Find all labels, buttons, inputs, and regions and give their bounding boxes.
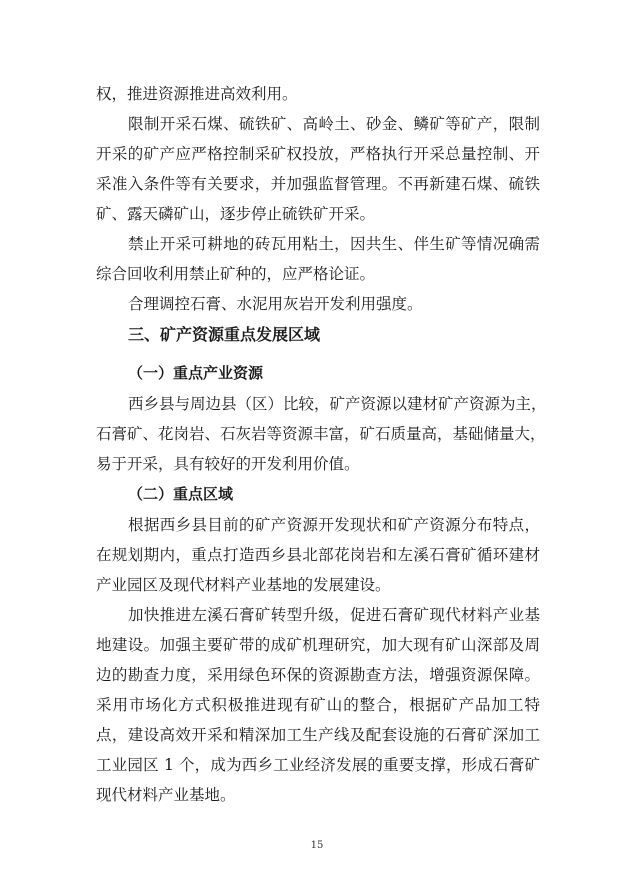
section-heading: 三、矿产资源重点发展区域 xyxy=(128,325,321,344)
page-number: 15 xyxy=(310,840,324,851)
paragraph-line: 采用市场化方式积极推进现有矿山的整合，根据矿产品加工特 xyxy=(96,696,540,714)
paragraph-line: 产业园区及现代材料产业基地的发展建设。 xyxy=(96,576,391,594)
paragraph-line: 加快推进左溪石膏矿转型升级，促进石膏矿现代材料产业基 xyxy=(128,606,540,624)
paragraph-line: 合理调控石膏、水泥用灰岩开发利用强度。 xyxy=(128,295,423,313)
paragraph-line: 西乡县与周边县（区）比较，矿产资源以建材矿产资源为主， xyxy=(128,395,547,413)
paragraph-line: 开采的矿产应严格控制采矿权投放，严格执行开采总量控制、开 xyxy=(96,145,540,163)
paragraph-line: 限制开采石煤、硫铁矿、高岭土、砂金、鳞矿等矿产，限制 xyxy=(128,115,540,133)
paragraph-line: 根据西乡县目前的矿产资源开发现状和矿产资源分布特点， xyxy=(128,516,540,534)
paragraph-line: 综合回收利用禁止矿种的，应严格论证。 xyxy=(96,265,376,283)
paragraph-line: 在规划期内，重点打造西乡县北部花岗岩和左溪石膏矿循环建材 xyxy=(96,546,540,564)
paragraph-line: 点，建设高效开采和精深加工生产线及配套设施的石膏矿深加工 xyxy=(96,726,540,744)
paragraph-line: 地建设。加强主要矿带的成矿机理研究，加大现有矿山深部及周 xyxy=(96,636,540,654)
paragraph-line: 矿、露天磷矿山，逐步停止硫铁矿开采。 xyxy=(96,205,376,223)
paragraph-line: 禁止开采可耕地的砖瓦用粘土，因共生、伴生矿等情况确需 xyxy=(128,235,540,253)
paragraph-line: 易于开采，具有较好的开发利用价值。 xyxy=(96,455,360,473)
paragraph-line: 采准入条件等有关要求，并加强监督管理。不再新建石煤、硫铁 xyxy=(96,175,540,193)
paragraph-line: 权，推进资源推进高效利用。 xyxy=(96,85,298,103)
subsection-heading: （一）重点产业资源 xyxy=(128,364,264,382)
paragraph-line: 石膏矿、花岗岩、石灰岩等资源丰富，矿石质量高，基础储量大， xyxy=(96,425,546,443)
paragraph-line: 边的勘查力度，采用绿色环保的资源勘查方法，增强资源保障。 xyxy=(96,666,540,684)
subsection-heading: （二）重点区域 xyxy=(128,485,234,503)
paragraph-line: 现代材料产业基地。 xyxy=(96,786,236,804)
paragraph-line: 工业园区 1 个，成为西乡工业经济发展的重要支撑，形成石膏矿 xyxy=(96,756,540,774)
